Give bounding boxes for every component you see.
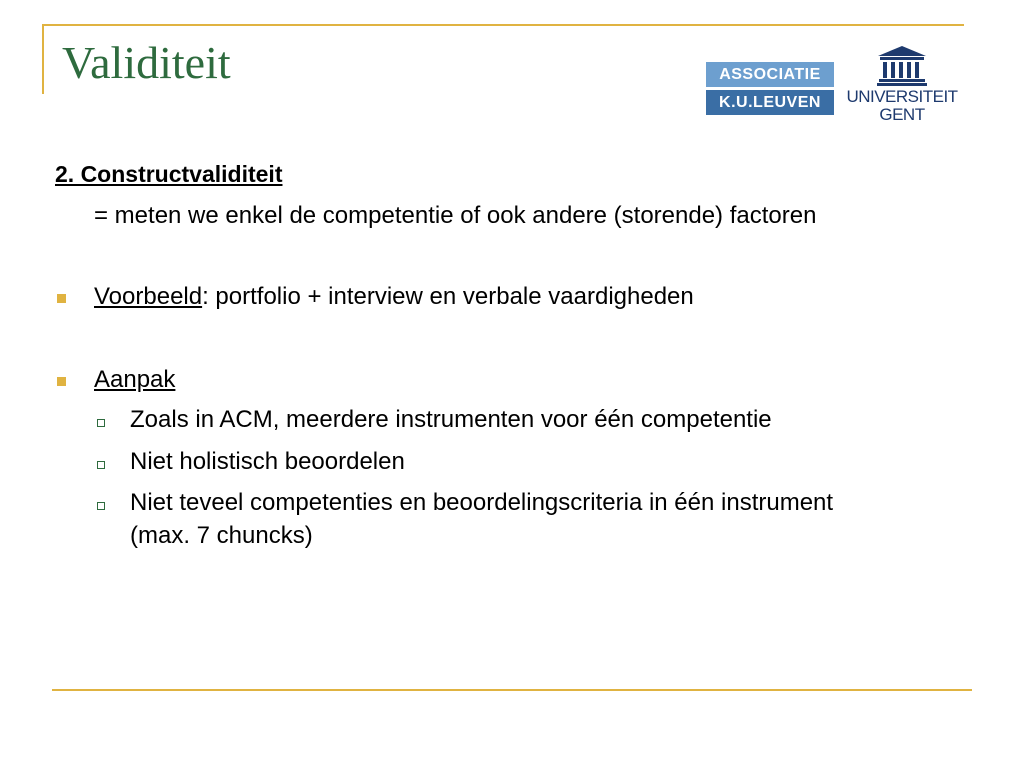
sub-bullet-item: Niet holistisch beoordelen — [130, 448, 405, 475]
bullet-square-icon — [57, 377, 66, 386]
sub-bullet-item: Niet teveel competenties en beoordelingscriteria in één instrument — [130, 489, 834, 516]
bullet-voorbeeld — [94, 283, 694, 311]
slide-title: Validiteit — [62, 37, 231, 88]
voorbeeld-label: Voorbeeld — [94, 283, 203, 310]
bullet-hollow-square-icon — [97, 461, 105, 469]
frame-bottom-rule — [52, 689, 972, 691]
bullet-square-icon — [57, 294, 66, 303]
ugent-logo — [846, 44, 958, 124]
definition-text: = meten we enkel de competentie of ook andere (storende) factoren — [94, 202, 817, 229]
voorbeeld-text: : portfolio + interview en verbale vaardigheden — [202, 283, 694, 310]
kuleuven-logo — [706, 62, 834, 115]
kuleuven-logo-line2: K.U.LEUVEN — [706, 90, 834, 115]
ugent-logo-line1: UNIVERSITEIT — [846, 87, 958, 106]
ugent-building-icon — [874, 44, 930, 86]
frame-left-rule — [42, 24, 44, 94]
section-heading: 2. Constructvaliditeit — [55, 161, 283, 187]
bullet-aanpak: Aanpak — [94, 366, 176, 393]
bullet-hollow-square-icon — [97, 502, 105, 510]
bullet-hollow-square-icon — [97, 419, 105, 427]
sub-bullet-continuation: (max. 7 chuncks) — [130, 522, 313, 549]
kuleuven-logo-line1: ASSOCIATIE — [706, 62, 834, 87]
ugent-logo-line2: GENT — [879, 105, 925, 124]
frame-top-rule — [42, 24, 964, 26]
sub-bullet-item: Zoals in ACM, meerdere instrumenten voor één competentie — [130, 406, 772, 433]
